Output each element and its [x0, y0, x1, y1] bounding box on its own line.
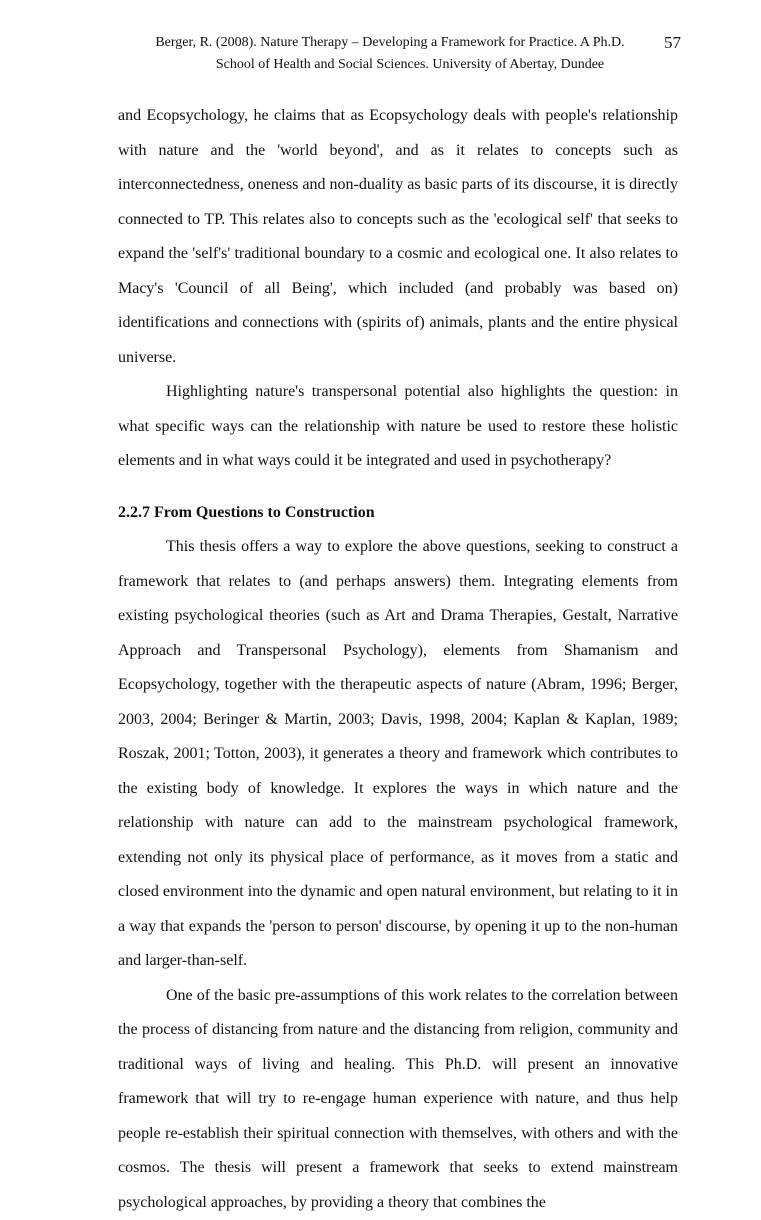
body-text: [118, 99, 678, 1220]
paragraph-1: and Ecopsychology, he claims that as Ecopsychology deals with people's relationship with nature and the 'world beyond', and as it relates to concepts such as interconnectedness, oneness and non-duality as basic parts of its discourse, it is directly connected to TP. This relates also to concepts such as the 'ecological self' that seeks to expand the 'self's' traditional boundary to a cosmic and ecological one. It also relates to Macy's 'Council of all Being', which included (and probably was based on) identifications and connections with (spirits of) animals, plants and the entire physical universe.: [118, 99, 678, 375]
paragraph-4: One of the basic pre-assumptions of this work relates to the correlation between the process of distancing from nature and the distancing from religion, community and traditional ways of living and healing. This Ph.D. will present an innovative framework that will try to re-engage human experience with nature, and thus help people re-establish their spiritual connection with themselves, with others and with the cosmos. The thesis will present a framework that seeks to extend mainstream psychological approaches, by providing a theory that combines the: [118, 979, 678, 1220]
section-heading: 2.2.7 From Questions to Construction: [118, 496, 678, 531]
paragraph-2: Highlighting nature's transpersonal potential also highlights the question: in what specific ways can the relationship with nature be used to restore these holistic elements and in what ways could it be integrated and used in psychotherapy?: [118, 375, 678, 479]
page-number: 57: [664, 33, 681, 53]
header-citation: Berger, R. (2008). Nature Therapy – Developing a Framework for Practice. A Ph.D.: [130, 32, 690, 54]
header-institution: School of Health and Social Sciences. University of Abertay, Dundee: [216, 57, 604, 72]
running-header: [130, 32, 690, 76]
paragraph-3: This thesis offers a way to explore the above questions, seeking to construct a framework that relates to (and perhaps answers) them. Integrating elements from existing psychological theories (such as Art and Drama Therapies, Gestalt, Narrative Approach and Transpersonal Psychology), elements from Shamanism and Ecopsychology, together with the therapeutic aspects of nature (Abram, 1996; Berger, 2003, 2004; Beringer & Martin, 2003; Davis, 1998, 2004; Kaplan & Kaplan, 1989; Roszak, 2001; Totton, 2003), it generates a theory and framework which contributes to the existing body of knowledge. It explores the ways in which nature and the relationship with nature can add to the mainstream psychological framework, extending not only its physical place of performance, as it moves from a static and closed environment into the dynamic and open natural environment, but relating to it in a way that expands the 'person to person' discourse, by opening it up to the non-human and larger-than-self.: [118, 530, 678, 979]
